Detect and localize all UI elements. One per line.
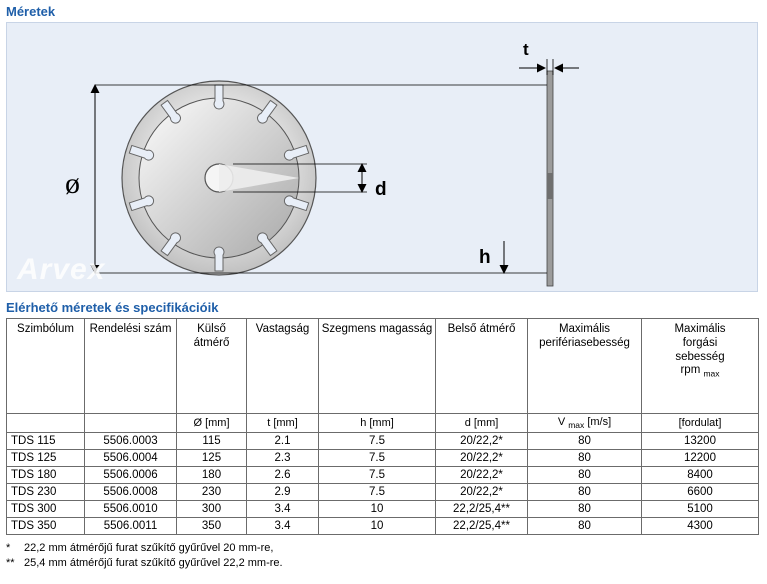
cell-max-rotation-speed: 12200 bbox=[642, 450, 759, 467]
table-header-row bbox=[7, 319, 759, 414]
cell-max-peripheral-speed: 80 bbox=[528, 518, 642, 535]
cell-max-rotation-speed: 5100 bbox=[642, 501, 759, 518]
cell-max-rotation-speed: 13200 bbox=[642, 433, 759, 450]
footnote-item bbox=[6, 541, 767, 556]
unit-outer-diameter: Ø [mm] bbox=[177, 414, 247, 433]
cell-outer-diameter: 180 bbox=[177, 467, 247, 484]
segment-height-dimension bbox=[479, 241, 504, 273]
cell-thickness: 2.1 bbox=[247, 433, 319, 450]
col-header-max-peripheral-speed: Maximális perifériasebesség bbox=[528, 319, 642, 414]
cell-order-number: 5506.0008 bbox=[85, 484, 177, 501]
watermark-arvex: Arvex bbox=[17, 253, 106, 286]
unit-inner-diameter: d [mm] bbox=[436, 414, 528, 433]
cell-max-peripheral-speed: 80 bbox=[528, 433, 642, 450]
cell-symbol: TDS 230 bbox=[7, 484, 85, 501]
cell-outer-diameter: 230 bbox=[177, 484, 247, 501]
cell-segment-height: 7.5 bbox=[319, 484, 436, 501]
footnotes bbox=[6, 541, 767, 571]
footnote-item bbox=[6, 556, 767, 571]
cell-outer-diameter: 350 bbox=[177, 518, 247, 535]
label-diameter: ø bbox=[65, 167, 80, 200]
cell-max-rotation-speed: 6600 bbox=[642, 484, 759, 501]
label-segment-height: h bbox=[479, 247, 491, 268]
unit-symbol bbox=[7, 414, 85, 433]
table-units-row bbox=[7, 414, 759, 433]
table-row bbox=[7, 433, 759, 450]
table-row bbox=[7, 450, 759, 467]
col-header-thickness: Vastagság bbox=[247, 319, 319, 414]
dimensions-diagram bbox=[6, 22, 758, 292]
col-header-segment-height: Szegmens magasság bbox=[319, 319, 436, 414]
cell-inner-diameter: 20/22,2* bbox=[436, 450, 528, 467]
unit-thickness: t [mm] bbox=[247, 414, 319, 433]
cell-outer-diameter: 300 bbox=[177, 501, 247, 518]
col-header-outer-diameter: Külső átmérő bbox=[177, 319, 247, 414]
label-bore: d bbox=[375, 179, 387, 200]
blade-illustration bbox=[122, 81, 316, 275]
cell-segment-height: 10 bbox=[319, 501, 436, 518]
cell-symbol: TDS 350 bbox=[7, 518, 85, 535]
table-body bbox=[7, 433, 759, 535]
cell-thickness: 2.6 bbox=[247, 467, 319, 484]
cell-max-rotation-speed: 4300 bbox=[642, 518, 759, 535]
unit-order-number bbox=[85, 414, 177, 433]
footnote-text: 22,2 mm átmérőjű furat szűkítő gyűrűvel 20 mm-re, bbox=[24, 542, 274, 555]
footnote-text: 25,4 mm átmérőjű furat szűkítő gyűrűvel 22,2 mm-re. bbox=[24, 557, 283, 570]
cell-order-number: 5506.0011 bbox=[85, 518, 177, 535]
cell-order-number: 5506.0006 bbox=[85, 467, 177, 484]
cell-thickness: 2.9 bbox=[247, 484, 319, 501]
table-row bbox=[7, 467, 759, 484]
label-thickness: t bbox=[523, 40, 529, 59]
cell-max-peripheral-speed: 80 bbox=[528, 501, 642, 518]
cell-order-number: 5506.0003 bbox=[85, 433, 177, 450]
cell-order-number: 5506.0010 bbox=[85, 501, 177, 518]
cell-symbol: TDS 125 bbox=[7, 450, 85, 467]
cell-inner-diameter: 20/22,2* bbox=[436, 484, 528, 501]
footnote-marker: ** bbox=[6, 557, 15, 570]
cell-max-rotation-speed: 8400 bbox=[642, 467, 759, 484]
cell-thickness: 2.3 bbox=[247, 450, 319, 467]
cell-thickness: 3.4 bbox=[247, 501, 319, 518]
blade-side-view bbox=[547, 71, 553, 286]
cell-symbol: TDS 300 bbox=[7, 501, 85, 518]
specifications-table bbox=[6, 318, 759, 535]
cell-outer-diameter: 115 bbox=[177, 433, 247, 450]
cell-order-number: 5506.0004 bbox=[85, 450, 177, 467]
cell-inner-diameter: 20/22,2* bbox=[436, 433, 528, 450]
cell-inner-diameter: 22,2/25,4** bbox=[436, 518, 528, 535]
page-root bbox=[0, 4, 767, 584]
cell-outer-diameter: 125 bbox=[177, 450, 247, 467]
cell-max-peripheral-speed: 80 bbox=[528, 467, 642, 484]
table-row bbox=[7, 484, 759, 501]
col-header-inner-diameter: Belső átmérő bbox=[436, 319, 528, 414]
page-title: Méretek bbox=[6, 4, 56, 19]
cell-segment-height: 7.5 bbox=[319, 467, 436, 484]
cell-symbol: TDS 180 bbox=[7, 467, 85, 484]
cell-thickness: 3.4 bbox=[247, 518, 319, 535]
cell-inner-diameter: 22,2/25,4** bbox=[436, 501, 528, 518]
col-header-symbol: Szimbólum bbox=[7, 319, 85, 414]
unit-max-peripheral-speed: V $_{max}$ [m/s] bbox=[528, 414, 642, 433]
diagram-svg bbox=[7, 23, 757, 291]
cell-segment-height: 7.5 bbox=[319, 450, 436, 467]
cell-segment-height: 7.5 bbox=[319, 433, 436, 450]
footnote-marker: * bbox=[6, 542, 11, 555]
table-title: Elérhető méretek és specifikációik bbox=[6, 300, 219, 315]
table-row bbox=[7, 501, 759, 518]
cell-inner-diameter: 20/22,2* bbox=[436, 467, 528, 484]
cell-max-peripheral-speed: 80 bbox=[528, 484, 642, 501]
unit-max-rotation-speed: [fordulat] bbox=[642, 414, 759, 433]
cell-max-peripheral-speed: 80 bbox=[528, 450, 642, 467]
cell-symbol: TDS 115 bbox=[7, 433, 85, 450]
table-row bbox=[7, 518, 759, 535]
cell-segment-height: 10 bbox=[319, 518, 436, 535]
col-header-max-rotation-speed: Maximális forgási sebesség rpm $_{max}$ bbox=[642, 319, 759, 414]
col-header-order-number: Rendelési szám bbox=[85, 319, 177, 414]
unit-segment-height: h [mm] bbox=[319, 414, 436, 433]
thickness-dimension bbox=[519, 40, 579, 75]
